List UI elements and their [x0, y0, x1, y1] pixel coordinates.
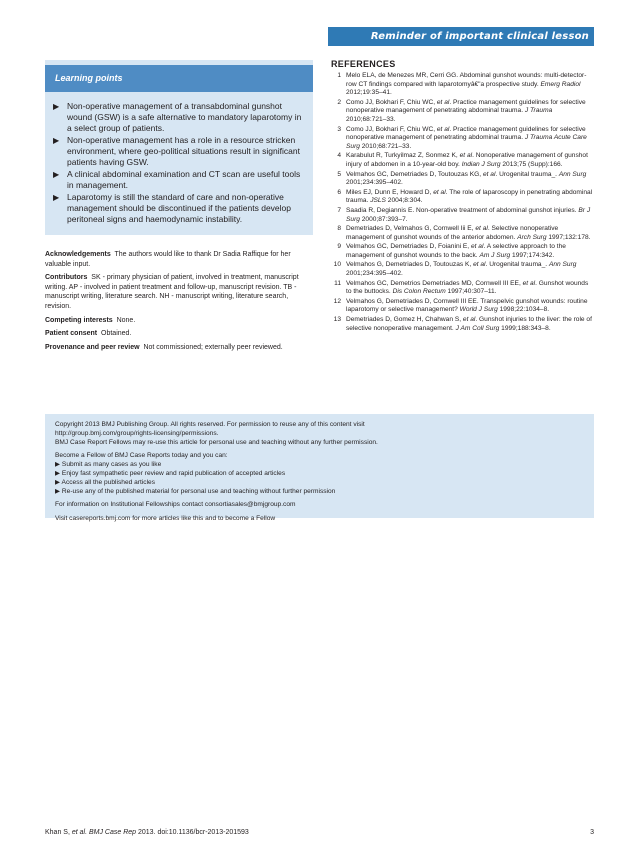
reference-item	[331, 126, 593, 152]
reference-etal: et al	[459, 152, 473, 160]
reference-mid: . A selective approach to the management of gunshot wounds to the back.	[346, 243, 566, 259]
reference-etal: et al	[436, 125, 450, 133]
reference-mid: . Gunshot wounds to the buttocks.	[346, 279, 589, 296]
reference-number: 4	[337, 152, 341, 160]
reference-etal: et al	[470, 243, 484, 251]
reference-number: 2	[337, 98, 341, 106]
reference-number: 13	[333, 316, 341, 324]
reference-post: 2001;234:395–402.	[346, 270, 403, 278]
reference-item	[331, 99, 593, 125]
page-number: 3	[590, 829, 594, 836]
reference-item	[331, 261, 593, 278]
reference-etal: et al	[522, 279, 536, 287]
reference-mid: . Nonoperative management of gunshot injury of abdomen in a 10-year-old boy.	[346, 152, 588, 168]
learning-point-item: ▶ A clinical abdominal examination and CT scan are useful tools in management.	[53, 169, 301, 190]
triangle-bullet-icon: ▶	[53, 136, 60, 145]
copyright-box	[45, 414, 594, 523]
reference-number: 3	[337, 125, 341, 133]
reference-post: 2000;87:393–7.	[359, 215, 408, 223]
reference-journal: Br J Surg	[346, 206, 591, 223]
reference-item	[331, 72, 593, 98]
reference-post: 1997;174:342.	[510, 251, 555, 259]
reference-number: 8	[337, 225, 341, 233]
learning-point-item: ▶ Laparotomy is still the standard of care and non-operative management should be discontinued if the patients develop peritoneal signs and haemodynamic instability.	[53, 192, 291, 224]
provenance: Provenance and peer review Not commissioned; externally peer reviewed.	[45, 343, 283, 351]
reference-etal: et al	[462, 316, 476, 324]
triangle-bullet-icon: ▶	[55, 469, 61, 477]
reference-post: 2010;68:721–33.	[359, 142, 412, 150]
reference-etal: et al	[436, 98, 450, 106]
reference-etal: et al	[433, 188, 446, 196]
reference-number: 6	[337, 188, 341, 196]
reference-pre: Velmahos G, Demetriades D, Cornwell III EE. Transpelvic gunshot wounds: routine laparotomy or selective management?	[346, 297, 588, 314]
references-section	[331, 59, 593, 334]
contributors: Contributors SK - primary physician of patient, involved in treatment, manuscript writing. AP - involved in patient treatment and follow-up, manuscript revision. TB - manuscript writing, literature search. NH - manuscript writing, literature search, revision.	[45, 274, 299, 310]
reference-journal: Arch Surg	[517, 233, 547, 241]
reference-journal: Ann Surg	[558, 170, 587, 178]
reference-pre: Demetriades D, Velmahos G, Cornwell Iii E,	[346, 225, 476, 233]
reference-etal: et al	[475, 225, 488, 233]
reference-pre: Saadia R, Degiannis E. Non-operative treatment of abdominal gunshot injuries.	[346, 206, 579, 214]
reference-journal: JSLS	[370, 197, 386, 205]
reference-mid: . The role of laparoscopy in penetrating abdominal trauma.	[346, 188, 593, 205]
reference-journal: Indian J Surg	[461, 160, 501, 168]
references-list	[331, 72, 593, 333]
reference-number: 10	[333, 261, 341, 269]
footer-citation: Khan S, et al. BMJ Case Rep 2013. doi:10.1136/bcr-2013-201593	[45, 829, 249, 836]
reference-pre: Velmahos G, Demetriades D, Toutouzas K,	[346, 261, 474, 269]
acknowledgements: Acknowledgements The authors would like to thank Dr Sadia Raffique for her valuable input.	[45, 251, 291, 268]
learning-points-title: Learning points	[45, 65, 313, 92]
reference-mid: . Practice management guidelines for selective nonoperative management of penetrating abdominal trauma.	[346, 125, 586, 142]
reference-pre: Demetriades D, Gomez H, Chahwan S,	[346, 316, 463, 324]
learning-point-item: ▶ Non-operative management of a transabdominal gunshot wound (GSW) is a safe alternative to mandatory laparotomy in a select group of patients.	[53, 101, 302, 133]
permissions-link[interactable]: http://group.bmj.com/group/rights-licensing/permissions.	[55, 429, 219, 437]
reference-pre: Velmahos GC, Demetriades D, Foianini E,	[346, 243, 471, 251]
reference-mid: . Selective nonoperative management of gunshot wounds of the anterior abdomen.	[346, 225, 559, 241]
institutional-info[interactable]: For information on Institutional Fellowships contact consortiasales@bmjgroup.com	[55, 501, 296, 509]
reference-pre: Como JJ, Bokhari F, Chiu WC,	[346, 98, 437, 106]
reference-item	[331, 316, 593, 333]
reference-item	[331, 171, 593, 188]
reference-post: 2013;75 (Supp):166.	[500, 160, 563, 168]
triangle-bullet-icon: ▶	[53, 193, 60, 202]
reference-mid: . Practice management guidelines for selective nonoperative management of penetrating abdominal trauma.	[346, 98, 586, 115]
learning-point-item: ▶ Non-operative management has a role in a resource stricken environment, where geo-political situations result in significant patients having GSW.	[53, 135, 300, 167]
reference-post: 2004;8:304.	[385, 197, 423, 205]
section-label: Reminder of important clinical lesson	[370, 31, 589, 42]
reference-post: 2001;234:395–402.	[346, 179, 403, 187]
references-title: REFERENCES	[331, 59, 396, 69]
reference-journal: Ann Surg	[548, 261, 577, 269]
reference-number: 11	[334, 279, 341, 287]
reference-post: 2010;68:721–33.	[346, 115, 396, 123]
reference-mid: . Urogenital trauma_.	[495, 170, 559, 178]
reference-journal: J Am Coll Surg	[455, 324, 500, 332]
reference-etal: et al	[482, 170, 496, 178]
reference-item	[331, 225, 593, 242]
reference-item	[331, 280, 593, 297]
triangle-bullet-icon: ▶	[53, 102, 60, 111]
reference-number: 12	[333, 297, 341, 305]
reference-number: 9	[337, 243, 341, 251]
triangle-bullet-icon: ▶	[55, 487, 61, 495]
reference-post: 2012;19:35–41.	[346, 89, 392, 97]
reference-mid: . Gunshot injuries to the liver: the role of selective nonoperative management.	[346, 316, 592, 332]
reference-journal: Am J Surg	[479, 251, 511, 259]
reference-item	[331, 243, 593, 260]
reference-pre: Velmahos GC, Demetrios Demetriades MD, Cornwell III EE,	[346, 279, 523, 287]
benefit-item: ▶ Enjoy fast sympathetic peer review and rapid publication of accepted articles	[55, 469, 286, 477]
reference-journal: World J Surg	[459, 306, 498, 314]
section-label-bar	[328, 27, 594, 46]
reference-item	[331, 298, 593, 315]
reference-journal: Emerg Radiol	[540, 80, 581, 88]
reference-number: 1	[337, 72, 341, 79]
triangle-bullet-icon: ▶	[55, 461, 61, 469]
reference-item	[331, 152, 593, 169]
reference-pre: Velmahos GC, Demetriades D, Toutouzas KG,	[346, 170, 483, 178]
benefit-item: ▶ Submit as many cases as you like	[55, 461, 162, 469]
reference-post: 1997;40:307–11.	[445, 288, 497, 296]
reference-number: 7	[337, 206, 341, 214]
reference-item	[331, 189, 593, 206]
reference-number: 5	[337, 170, 341, 178]
benefit-item: ▶ Re-use any of the published material for personal use and teaching without further permission	[55, 487, 336, 495]
reference-mid: . Urogenital trauma_.	[485, 261, 549, 269]
reference-pre: Miles EJ, Dunn E, Howard D,	[346, 188, 434, 196]
learning-points-box	[45, 60, 313, 235]
reference-journal: J Trauma	[524, 107, 553, 115]
reference-item	[331, 207, 593, 224]
article-meta	[45, 250, 313, 356]
triangle-bullet-icon: ▶	[55, 478, 61, 486]
reference-post: 1997;132:178.	[546, 233, 591, 241]
learning-points-list	[53, 101, 308, 226]
visit-link[interactable]: Visit casereports.bmj.com for more articles like this and to become a Fellow	[55, 515, 276, 523]
reference-post: 1999;188:343–8.	[499, 324, 551, 332]
reference-pre: Como JJ, Bokhari F, Chiu WC,	[346, 125, 437, 133]
triangle-bullet-icon: ▶	[53, 170, 60, 179]
competing-interests: Competing interests None.	[45, 316, 136, 324]
benefit-item: ▶ Access all the published articles	[55, 478, 156, 486]
reference-pre: Melo ELA, de Menezes MR, Cerri GG. Abdominal gunshot wounds: multi-detector-row CT findings compared with laparotomyâ€"a prospective study.	[346, 72, 587, 88]
reference-etal: et al	[473, 261, 486, 269]
reference-journal: Dis Colon Rectum	[392, 288, 446, 296]
reference-post: 1998;22:1034–8.	[497, 306, 550, 314]
fellow-benefits: Become a Fellow of BMJ Case Reports today and you can: ▶ Submit as many cases as you like ▶ Enjoy fast sympathetic peer review and rapid publication of accepted articles ▶ Access all the published articles ▶ Re-use any of the published material for personal use and teaching without further permission	[55, 452, 584, 496]
patient-consent: Patient consent Obtained.	[45, 330, 132, 338]
copyright-notice: Copyright 2013 BMJ Publishing Group. All rights reserved. For permission to reuse any of this content visit http://group.bmj.com/group/rights-licensing/permissions. BMJ Case Report Fellows may re-use this article for personal use and teaching without any further permission.	[55, 421, 584, 447]
reference-journal: J Trauma Acute Care Surg	[346, 134, 587, 150]
reference-pre: Karabulut R, Turkyilmaz Z, Sonmez K,	[346, 152, 460, 160]
